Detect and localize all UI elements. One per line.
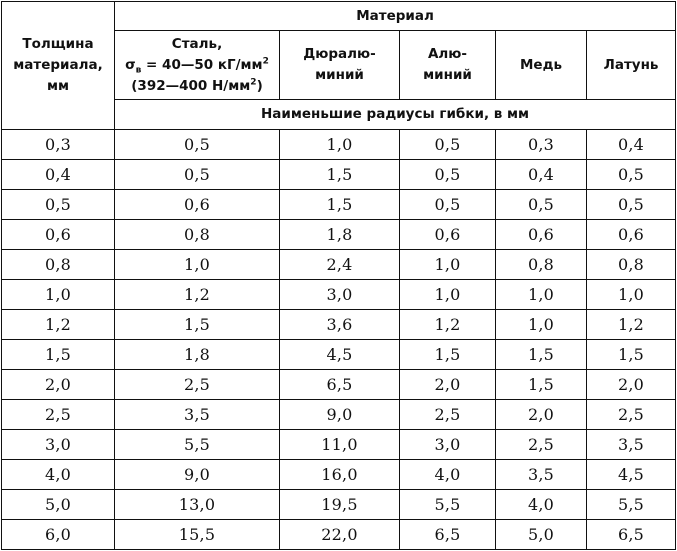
si-unit-exponent: 2 <box>250 77 257 87</box>
data-rows <box>2 130 676 550</box>
copper-cell: 5,0 <box>496 520 587 550</box>
table-row <box>2 190 676 220</box>
strength-unit-exponent: 2 <box>262 56 269 66</box>
brass-cell: 0,5 <box>587 190 676 220</box>
table-row <box>2 460 676 490</box>
thickness-cell: 2,5 <box>2 400 115 430</box>
table-row <box>2 130 676 160</box>
table-row <box>2 490 676 520</box>
thickness-header-line: материала, <box>13 57 103 73</box>
bend-radius-table <box>1 1 676 550</box>
thickness-cell: 0,6 <box>2 220 115 250</box>
steel-cell: 1,2 <box>115 280 280 310</box>
brass-cell: 1,5 <box>587 340 676 370</box>
table-row <box>2 160 676 190</box>
brass-cell: 1,0 <box>587 280 676 310</box>
thickness-cell: 4,0 <box>2 460 115 490</box>
thickness-header-line: мм <box>46 78 70 94</box>
duralumin-cell: 11,0 <box>280 430 400 460</box>
aluminium-cell: 5,5 <box>400 490 496 520</box>
copper-cell: 3,5 <box>496 460 587 490</box>
table-row <box>2 340 676 370</box>
steel-cell: 0,5 <box>115 130 280 160</box>
steel-cell: 5,5 <box>115 430 280 460</box>
copper-cell: 1,0 <box>496 280 587 310</box>
aluminium-cell: 1,0 <box>400 250 496 280</box>
strength-value: = 40—50 кГ/мм <box>141 56 263 73</box>
copper-cell: 2,5 <box>496 430 587 460</box>
aluminium-cell: 2,5 <box>400 400 496 430</box>
aluminium-cell: 1,5 <box>400 340 496 370</box>
duralumin-cell: 2,4 <box>280 250 400 280</box>
thickness-cell: 5,0 <box>2 490 115 520</box>
steel-cell: 0,6 <box>115 190 280 220</box>
thickness-cell: 1,0 <box>2 280 115 310</box>
table-row <box>2 520 676 550</box>
duralumin-cell: 22,0 <box>280 520 400 550</box>
aluminium-header-line: миний <box>423 67 472 83</box>
brass-cell: 0,8 <box>587 250 676 280</box>
brass-header: Латунь <box>587 31 676 100</box>
duralumin-cell: 3,0 <box>280 280 400 310</box>
aluminium-cell: 1,0 <box>400 280 496 310</box>
brass-cell: 0,5 <box>587 160 676 190</box>
steel-cell: 1,8 <box>115 340 280 370</box>
steel-name: Сталь, <box>171 35 223 52</box>
duralumin-cell: 1,5 <box>280 190 400 220</box>
aluminium-cell: 4,0 <box>400 460 496 490</box>
table-row <box>2 370 676 400</box>
steel-cell: 1,5 <box>115 310 280 340</box>
table-row <box>2 250 676 280</box>
brass-cell: 6,5 <box>587 520 676 550</box>
duralumin-cell: 19,5 <box>280 490 400 520</box>
brass-cell: 0,6 <box>587 220 676 250</box>
steel-tensile-strength <box>115 55 279 76</box>
si-value: (392—400 Н/мм <box>131 77 251 94</box>
steel-cell: 3,5 <box>115 400 280 430</box>
aluminium-cell: 1,2 <box>400 310 496 340</box>
aluminium-header <box>400 31 496 100</box>
thickness-cell: 2,0 <box>2 370 115 400</box>
thickness-cell: 6,0 <box>2 520 115 550</box>
thickness-cell: 0,5 <box>2 190 115 220</box>
material-group-header: Материал <box>115 2 676 31</box>
duralumin-cell: 1,5 <box>280 160 400 190</box>
brass-cell: 2,0 <box>587 370 676 400</box>
duralumin-header-line: миний <box>315 67 364 83</box>
duralumin-cell: 1,8 <box>280 220 400 250</box>
si-close: ) <box>256 77 263 94</box>
aluminium-cell: 0,6 <box>400 220 496 250</box>
copper-cell: 0,5 <box>496 190 587 220</box>
sigma-subscript: в <box>135 65 142 76</box>
steel-tensile-strength-si <box>115 76 279 97</box>
copper-cell: 1,5 <box>496 340 587 370</box>
thickness-header <box>2 2 115 130</box>
aluminium-cell: 0,5 <box>400 190 496 220</box>
table-row <box>2 310 676 340</box>
copper-cell: 1,0 <box>496 310 587 340</box>
aluminium-cell: 0,5 <box>400 130 496 160</box>
copper-cell: 0,4 <box>496 160 587 190</box>
brass-cell: 0,4 <box>587 130 676 160</box>
duralumin-cell: 3,6 <box>280 310 400 340</box>
thickness-cell: 0,4 <box>2 160 115 190</box>
aluminium-cell: 3,0 <box>400 430 496 460</box>
thickness-cell: 1,2 <box>2 310 115 340</box>
table-row <box>2 430 676 460</box>
brass-cell: 4,5 <box>587 460 676 490</box>
table-row <box>2 400 676 430</box>
duralumin-cell: 9,0 <box>280 400 400 430</box>
copper-header: Медь <box>496 31 587 100</box>
thickness-cell: 0,8 <box>2 250 115 280</box>
brass-cell: 5,5 <box>587 490 676 520</box>
steel-header <box>115 31 280 100</box>
steel-cell: 0,5 <box>115 160 280 190</box>
duralumin-header-line: Дюралю- <box>303 46 376 62</box>
brass-cell: 3,5 <box>587 430 676 460</box>
min-bend-radius-subheader: Наименьшие радиусы гибки, в мм <box>115 100 676 130</box>
duralumin-header <box>280 31 400 100</box>
aluminium-cell: 0,5 <box>400 160 496 190</box>
duralumin-cell: 6,5 <box>280 370 400 400</box>
copper-cell: 0,6 <box>496 220 587 250</box>
brass-cell: 2,5 <box>587 400 676 430</box>
copper-cell: 1,5 <box>496 370 587 400</box>
steel-cell: 13,0 <box>115 490 280 520</box>
copper-cell: 0,8 <box>496 250 587 280</box>
duralumin-cell: 4,5 <box>280 340 400 370</box>
aluminium-cell: 2,0 <box>400 370 496 400</box>
steel-cell: 9,0 <box>115 460 280 490</box>
duralumin-cell: 1,0 <box>280 130 400 160</box>
steel-cell: 15,5 <box>115 520 280 550</box>
steel-cell: 2,5 <box>115 370 280 400</box>
header-row-group <box>2 2 676 31</box>
thickness-header-line: Толщина <box>22 36 94 52</box>
aluminium-header-line: Алю- <box>427 46 468 62</box>
aluminium-cell: 6,5 <box>400 520 496 550</box>
table-row <box>2 220 676 250</box>
steel-cell: 0,8 <box>115 220 280 250</box>
copper-cell: 2,0 <box>496 400 587 430</box>
steel-cell: 1,0 <box>115 250 280 280</box>
thickness-cell: 3,0 <box>2 430 115 460</box>
table-row <box>2 280 676 310</box>
duralumin-cell: 16,0 <box>280 460 400 490</box>
brass-cell: 1,2 <box>587 310 676 340</box>
sigma-symbol: σ <box>125 56 136 73</box>
copper-cell: 4,0 <box>496 490 587 520</box>
thickness-cell: 0,3 <box>2 130 115 160</box>
thickness-cell: 1,5 <box>2 340 115 370</box>
copper-cell: 0,3 <box>496 130 587 160</box>
